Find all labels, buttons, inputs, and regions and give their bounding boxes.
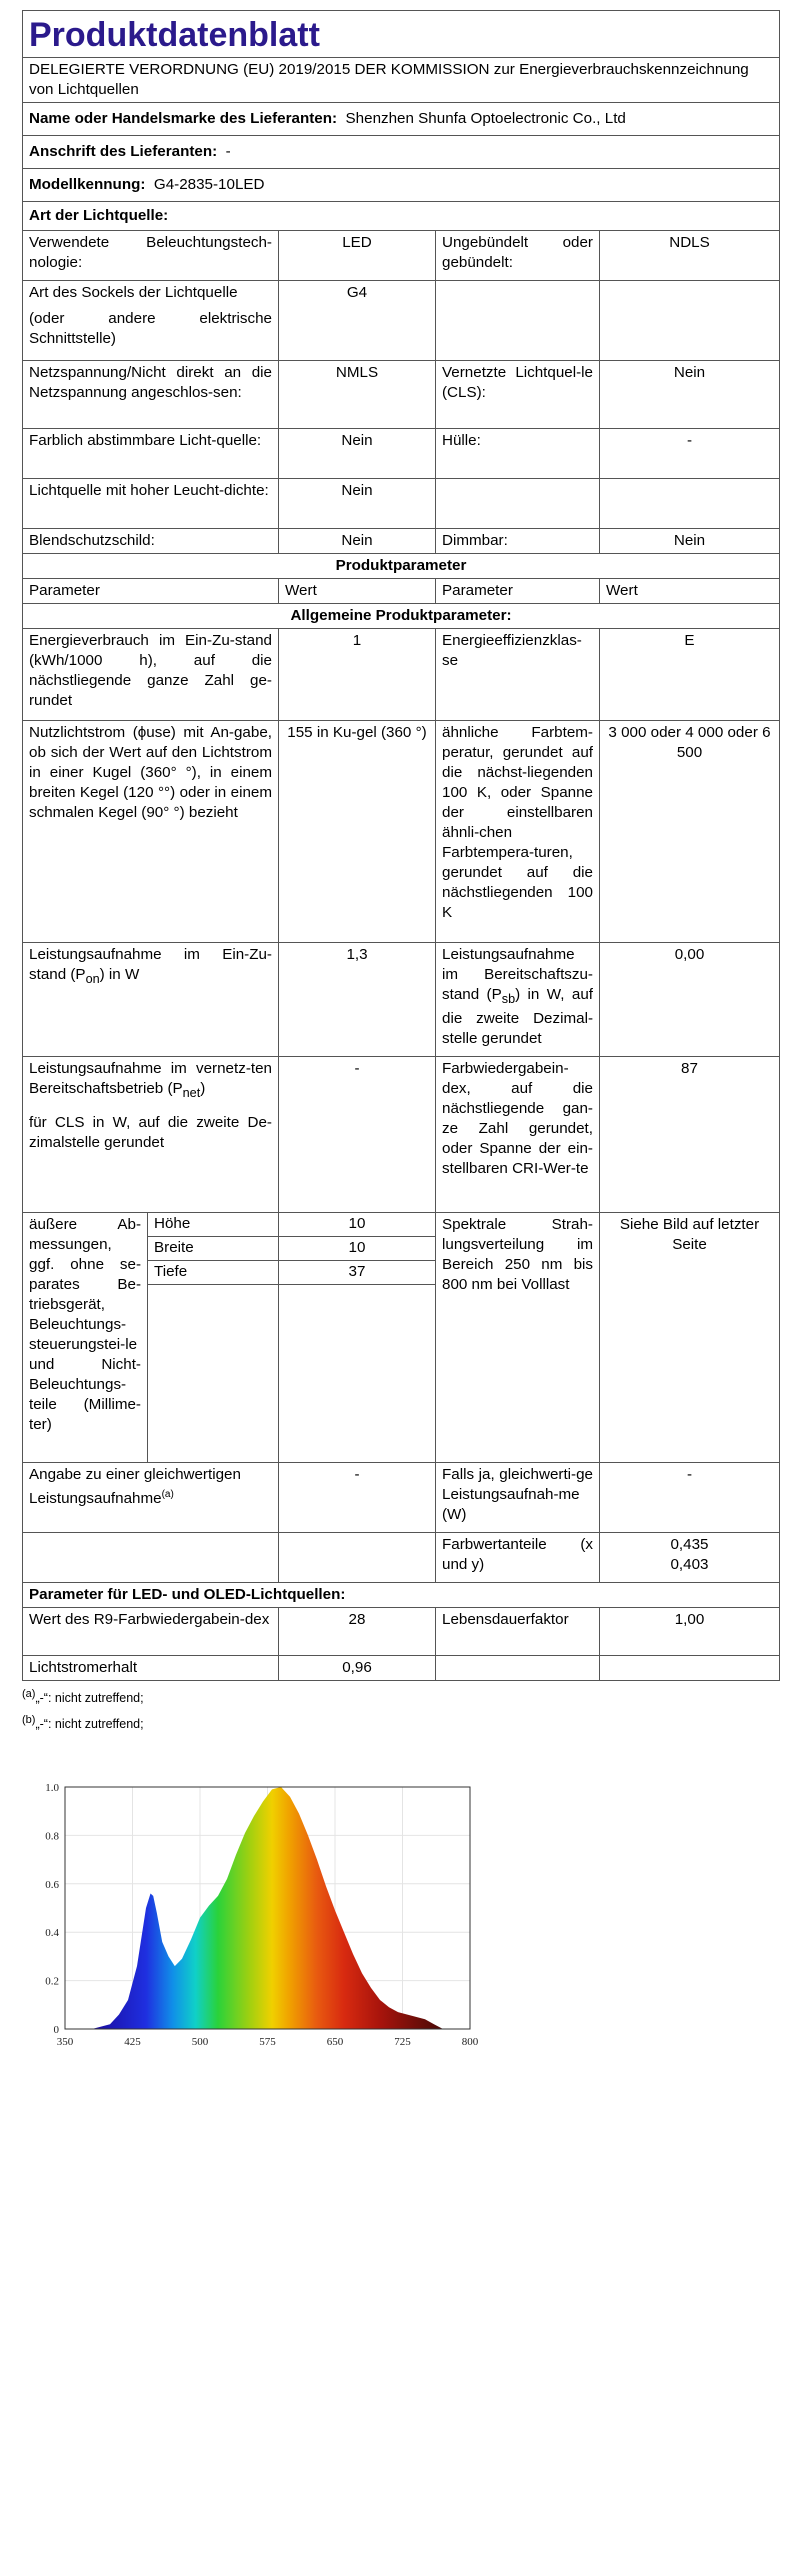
equivalent-power-value: - <box>279 1463 436 1533</box>
tunable-label: Farblich abstimmbare Licht-quelle: <box>23 429 279 479</box>
spd-value: Siehe Bild auf letzter Seite <box>600 1213 780 1463</box>
cls-value: Nein <box>600 361 780 429</box>
power-standby-sub: sb <box>501 992 516 1007</box>
chromaticity-y: 0,403 <box>670 1556 709 1573</box>
chromaticity-label: Farbwertanteile (x und y) <box>436 1533 600 1583</box>
power-standby-text: Leistungsaufnahme im Bereitschaftszu-stand (P <box>442 946 593 1003</box>
y-tick-label: 1.0 <box>45 1782 59 1794</box>
col-header-param: Parameter <box>23 579 279 604</box>
spectrum-area <box>92 1787 443 2029</box>
power-standby-value: 0,00 <box>600 943 780 1057</box>
x-tick-label: 650 <box>326 2036 344 2048</box>
chromaticity-x: 0,435 <box>670 1536 709 1553</box>
empty-cell <box>436 479 600 529</box>
networked-standby-sub: net <box>182 1086 201 1101</box>
energy-consumption-value: 1 <box>279 629 436 721</box>
led-params-header: Parameter für LED- und OLED-Lichtquellen: <box>23 1583 780 1608</box>
power-standby-tail: ) in W, auf die zweite Dezimal-stelle gerundet <box>442 986 593 1048</box>
energy-consumption-label: Energieverbrauch im Ein-Zu-stand (kWh/1000 h), auf die nächstliegende ganze Zahl ge-rundet <box>23 629 279 721</box>
general-params-header: Allgemeine Produktparameter: <box>23 604 780 629</box>
luminous-flux-value: 155 in Ku-gel (360 °) <box>279 721 436 943</box>
dimmable-value: Nein <box>600 529 780 554</box>
energy-class-label: Energieeffizienzklas-se <box>436 629 600 721</box>
empty-cell <box>148 1285 279 1463</box>
supplier-address-row <box>23 136 780 169</box>
empty-cell <box>436 1656 600 1681</box>
y-tick-label: 0.6 <box>45 1878 59 1891</box>
model-label: Modellkennung: <box>29 176 146 193</box>
dimension-name: Breite <box>148 1237 279 1261</box>
cri-value: 87 <box>600 1057 780 1213</box>
x-tick-label: 725 <box>394 2036 411 2048</box>
empty-cell <box>600 281 780 361</box>
empty-cell <box>600 479 780 529</box>
cap-type-sublabel: (oder andere elektrische Schnittstelle) <box>29 310 272 347</box>
y-tick-label: 0.8 <box>45 1830 59 1843</box>
power-standby-label <box>436 943 600 1057</box>
lumen-maintenance-value: 0,96 <box>279 1656 436 1681</box>
model-value: G4-2835-10LED <box>153 176 265 193</box>
empty-cell <box>279 1285 436 1463</box>
x-tick-label: 575 <box>259 2036 276 2048</box>
survival-factor-label: Lebensdauerfaktor <box>436 1608 600 1656</box>
technology-value: LED <box>279 231 436 281</box>
col-header-param-2: Parameter <box>436 579 600 604</box>
r9-label: Wert des R9-Farbwiedergabein-dex <box>23 1608 279 1656</box>
supplier-name-row <box>23 103 780 136</box>
supplier-address-label: Anschrift des Lieferanten: <box>29 143 218 160</box>
equivalent-power-2-label: Falls ja, gleichwerti-ge Leistungsaufnah-me (W) <box>436 1463 600 1533</box>
dimension-value: 10 <box>279 1213 436 1237</box>
networked-standby-value: - <box>279 1057 436 1213</box>
directional-label: Ungebündelt oder gebündelt: <box>436 231 600 281</box>
envelope-label: Hülle: <box>436 429 600 479</box>
envelope-value: - <box>600 429 780 479</box>
footnote-a-sup: (a) <box>22 1688 36 1700</box>
energy-class-value: E <box>600 629 780 721</box>
empty-cell <box>23 1533 279 1583</box>
y-tick-label: 0.4 <box>45 1927 59 1940</box>
luminous-flux-label: Nutzlichtstrom (ϕuse) mit An-gabe, ob sich der Wert auf den Lichtstrom in einer Kugel (360° °), in einem breiten Kegel (120 °°) oder in einem schmalen Kegel (90° °) bezieht <box>23 721 279 943</box>
mains-value: NMLS <box>279 361 436 429</box>
equivalent-power-label <box>23 1463 279 1533</box>
equivalent-power-text: Angabe zu einer gleichwertigen Leistungsaufnahme <box>29 1466 241 1508</box>
power-on-sub: on <box>85 972 100 987</box>
networked-standby-text: Leistungsaufnahme im vernetz-ten Bereitschaftsbetrieb (P <box>29 1060 272 1097</box>
datasheet-table <box>22 10 780 1681</box>
model-row <box>23 169 780 202</box>
supplier-name-label: Name oder Handelsmarke des Lieferanten: <box>29 110 338 127</box>
chromaticity-value <box>600 1533 780 1583</box>
spectrum-chart <box>20 1775 480 2050</box>
power-on-text: Leistungsaufnahme im Ein-Zu-stand (P <box>29 946 272 983</box>
empty-cell <box>279 1533 436 1583</box>
supplier-name-value: Shenzhen Shunfa Optoelectronic Co., Ltd <box>345 110 626 127</box>
footnote-a-text: „-“: nicht zutreffend; <box>35 1691 144 1706</box>
spd-label: Spektrale Strah-lungsverteilung im Bereich 250 nm bis 800 nm bei Volllast <box>436 1213 600 1463</box>
x-tick-label: 500 <box>191 2036 209 2048</box>
footnote-b-text: „-“: nicht zutreffend; <box>35 1717 144 1732</box>
datasheet <box>22 10 779 1733</box>
lightsource-section-label: Art der Lichtquelle: <box>23 202 780 231</box>
x-tick-label: 800 <box>461 2036 479 2048</box>
dimension-value: 37 <box>279 1261 436 1285</box>
anti-glare-value: Nein <box>279 529 436 554</box>
power-on-tail: ) in W <box>99 966 140 983</box>
survival-factor-value: 1,00 <box>600 1608 780 1656</box>
cls-label: Vernetzte Lichtquel-le (CLS): <box>436 361 600 429</box>
dimension-value: 10 <box>279 1237 436 1261</box>
anti-glare-label: Blendschutzschild: <box>23 529 279 554</box>
cri-label: Farbwiedergabein-dex, auf die nächstliegende gan-ze Zahl gerundet, oder Spanne der ein-stellbaren CRI-Wer-te <box>436 1057 600 1213</box>
networked-standby-tail: ) <box>200 1080 206 1097</box>
regulation-text: DELEGIERTE VERORDNUNG (EU) 2019/2015 DER KOMMISSION zur Energieverbrauchskennzeichnung von Lichtquellen <box>23 58 780 103</box>
page-title: Produktdatenblatt <box>23 11 780 58</box>
equivalent-power-sup: (a) <box>161 1489 174 1500</box>
r9-value: 28 <box>279 1608 436 1656</box>
networked-standby-label <box>23 1057 279 1213</box>
directional-value: NDLS <box>600 231 780 281</box>
lumen-maintenance-label: Lichtstromerhalt <box>23 1656 279 1681</box>
dimension-name: Höhe <box>148 1213 279 1237</box>
technology-label: Verwendete Beleuchtungstech-nologie: <box>23 231 279 281</box>
tunable-value: Nein <box>279 429 436 479</box>
cap-type-value: G4 <box>279 281 436 361</box>
empty-cell <box>436 281 600 361</box>
dimension-name: Tiefe <box>148 1261 279 1285</box>
y-tick-label: 0.2 <box>45 1975 59 1988</box>
col-header-value: Wert <box>279 579 436 604</box>
power-on-label <box>23 943 279 1057</box>
x-tick-label: 350 <box>56 2036 74 2048</box>
dimensions-label: äußere Ab-messungen, ggf. ohne se-parates Be-triebsgerät, Beleuchtungs-steuerungstei-le und Nicht-Beleuchtungs-teile (Millime-ter) <box>23 1213 148 1463</box>
high-luminance-label: Lichtquelle mit hoher Leucht-dichte: <box>23 479 279 529</box>
product-params-header: Produktparameter <box>23 554 780 579</box>
footnote-b <box>22 1711 779 1733</box>
networked-standby-text-2: für CLS in W, auf die zweite De-zimalstelle gerundet <box>29 1114 272 1152</box>
cct-label: ähnliche Farbtem-peratur, gerundet auf die nächst-liegenden 100 K, oder Spanne der einstellbaren ähnli-chen Farbtempera-turen, gerundet auf die nächstliegenden 100 K <box>436 721 600 943</box>
high-luminance-value: Nein <box>279 479 436 529</box>
power-on-value: 1,3 <box>279 943 436 1057</box>
cct-value: 3 000 oder 4 000 oder 6 500 <box>600 721 780 943</box>
col-header-value-2: Wert <box>600 579 780 604</box>
empty-cell <box>600 1656 780 1681</box>
y-tick-label: 0 <box>53 2024 59 2036</box>
dimmable-label: Dimmbar: <box>436 529 600 554</box>
supplier-address-value: - <box>225 143 231 160</box>
cap-type-label: Art des Sockels der Lichtquelle <box>29 284 238 301</box>
mains-label: Netzspannung/Nicht direkt an die Netzspannung angeschlos-sen: <box>23 361 279 429</box>
footnote-b-sup: (b) <box>22 1714 36 1727</box>
cap-type-cell <box>23 281 279 361</box>
equivalent-power-2-value: - <box>600 1463 780 1533</box>
footnote-a <box>22 1685 779 1707</box>
x-tick-label: 425 <box>124 2036 141 2048</box>
